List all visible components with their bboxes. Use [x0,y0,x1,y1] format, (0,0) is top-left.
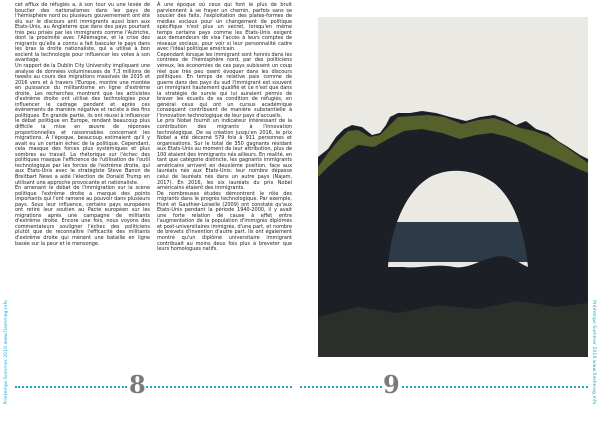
paragraph: De nombreuses études démontrent le rôle des migrants dans le progrès technologique. Par exemple, Hunt et Gauthier-Loiselle (2009) ont constaté qu'aux Etats-Unis pendant la période 1940-2000, il y avait une forte relation de cause à effet entre l'augmentation de la population d'immigrés diplômés et post-universitaires immigrés, d'une part, et nombre de brevets d'invention d'autre part. Ils ont également montré qu'un diplômé universitaire immigrant contribuait au moins deux fois plus à breveter que leurs homologues natifs. [157,190,292,253]
footer-dotted-rule [15,386,127,388]
footer-dotted-rule [402,386,588,388]
article-column-right [157,3,292,253]
sea-arch-photo [318,17,588,357]
page-number-left: 8 [129,370,146,399]
paragraph: Un rapport de la Dublin City University impliquant une analyse de données volumineuses de 7,3 millions de tweets au cours des migrations massives de 2015 et 2016 vers et à travers l'Europe, montre une montée en puissance du militantisme en ligne d'extrême droite. Les recherches montrent que les activistes d'extrême droite ont utilisé des technologies pour influencer le cadrage pendant et après ces événements de manière négative et raciste à des fins politiques. En grande partie, ils ont réussi à influencer le débat politique en Europe, rendant beaucoup plus difficile la mise en œuvre de réponses proportionnelles et raisonnables concernant les migrations. À l'époque, beaucoup estimaient qu'il y avait eu un certain échec de la politique. Cependant, cela masque des forces plus systémiques et plus sombres au travail. La rhétorique sur l'échec des politiques masque l'efficience de l'utilisation de l'outil technologique par les forces de l'extrême droite, qui aux Etats-Unis avec le stratégiste Steve Banon de Breitbart News a aidé l'élection de Donald Trump en utilisant une approche provocante et nationaliste. [15,63,150,186]
footer-dotted-rule [300,386,382,388]
footer-dotted-rule [146,386,292,388]
sidebar-label-right: Printemps-Summer 2019 www.flashmag.info [591,300,596,405]
rock-arch-image [318,17,588,357]
sidebar-label-left: Printemps-Summer 2019 www.flashmag.info [4,300,9,405]
foreground-rocks [318,301,588,357]
paragraph: En amenant le débat de l'immigration sur la scène politique l'extrême droite a marqué des points importants qui l'ont ramené au pouvoir dans plusieurs pays. Sous leur influence, certains pays européens ont retiré leur soutien au Pacte européen sur les migrations après une campagne de militants d'extrême droite. Encore une fois, nous voyons des commentateurs souligner l'échec des politiciens plutôt que de reconnaître l'efficacité des militants d'extrême droite qui mènent une bataille en ligne basée sur la peur et le mensonge. [15,185,150,247]
paragraph: Cependant lorsque les immigrant sont honnis dans les contrées de l'hémisphère nord, par des politiciens véreux, les économies de ces pays subissent un coup réel que très peu osent évoquer dans les discours politiques. En temps de relative paix comme de guerre dans des pays du sud l'immigrant est souvent un immigrant hautement qualifié et ce n'est que dans la stratégie de survie qui lui auraient permis de braver les écueils de sa condition de réfugiés, en général ceux qui ont un cursus académique conséquent contribuent de manière substantielle à l'innovation technologique de leur pays d'accueils. [157,51,292,119]
page-number-right: 9 [383,370,400,399]
article-column-left [15,3,150,247]
paragraph: À une époque où ceux qui font le plus de bruit parviennent à se frayer un chemin, parfois sans se soucier des faits, l'exploitation des plates-formes de médias sociaux pour un changement de politique spécifique n'est plus un secret, lorsqu'en même temps certains pays comme les Etats-Unis exigent aux demandeurs de visa l'accès à leurs comptes de réseaux sociaux, pour voir si leur personnalité cadre avec l'idéal politique américain. [157,2,292,53]
paragraph: Le prix Nobel fournit un indicateur intéressant de la contribution des migrants à l'innovation technologique. De sa création jusqu'en 2016, le prix Nobel a été décerné 579 fois à 911 personnes et organisations. Sur le total de 350 gagnants résidant aux Etats-Unis au moment de leur attribution, plus de 100 étaient des immigrants nés ailleurs. En réalité, en tant que catégorie distincte, les gagnants immigrants américains arrivent en deuxième position, face aux lauréats nés aux Etats-Unis: leur nombre dépasse celui de lauréats nés dans un autre pays (Najam, 2017). En 2016, les six lauréats du prix Nobel américains étaient des immigrants. [157,118,292,192]
paragraph: cet afflux de réfugiés a, à son tour vu une levée de bouclier des nationalismes dans les pays de l'hémisphère nord ou plusieurs gouvernement ont été élu sur le discours anti immigrants aussi bien aux Etats-Unis, au Angleterre que dans des pays pourtant très peu prisés par les immigrants comme l'Autriche, dont la proximité avec l'Allemagne, et la crise des migrants qu'elle a connu a fait basculer le pays dans les bras la droite nationaliste, qui a utilisé à bon escient la technologie pour influencer les votes à son avantage. [15,2,150,64]
